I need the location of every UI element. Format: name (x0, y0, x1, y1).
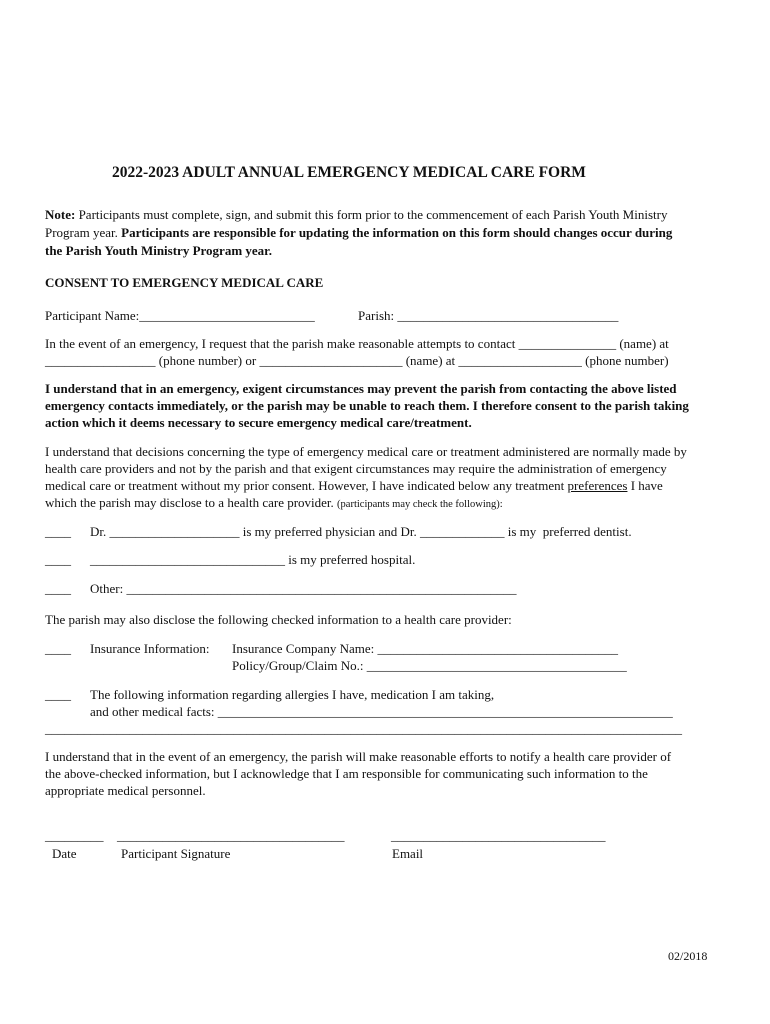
exigent-line-1: I understand that in an emergency, exigent circumstances may prevent the parish from contacting the above listed (45, 381, 677, 396)
participant-name-field[interactable]: Participant Name:___________________________ (45, 308, 315, 323)
preferences-link: preferences (567, 478, 628, 493)
check-allergies[interactable]: ____ (45, 687, 71, 702)
note-bold-3: the Parish Youth Ministry Program year. (45, 243, 272, 258)
note-line-2 (45, 224, 672, 241)
note-text-1: Participants must complete, sign, and submit this form prior to the commencement of each Parish Youth Ministry (75, 207, 668, 222)
decisions-line-1: I understand that decisions concerning the type of emergency medical care or treatment administered are normally made by (45, 444, 687, 459)
emergency-line-1: In the event of an emergency, I request that the parish make reasonable attempts to contact _______________ (name) at (45, 336, 669, 351)
pref-other-field[interactable]: Other: ____________________________________________________________ (90, 581, 517, 596)
check-physician[interactable]: ____ (45, 524, 71, 539)
note-label: Note: (45, 207, 76, 222)
pref-physician-field[interactable]: Dr. ____________________ is my preferred physician and Dr. _____________ is my preferred dentist. (90, 524, 632, 539)
email-label: Email (392, 846, 424, 861)
allergies-field[interactable]: and other medical facts: ______________________________________________________________________ (90, 704, 673, 719)
insurance-company-field[interactable]: Insurance Company Name: _____________________________________ (232, 641, 618, 656)
notify-line-2: the above-checked information, but I acknowledge that I am responsible for communicating such information to the (45, 766, 648, 781)
date-field[interactable]: _________ (45, 828, 104, 843)
check-insurance[interactable]: ____ (45, 641, 71, 656)
decisions-text-3a: medical care or treatment without my prior consent. However, I have indicated below any treatment (45, 478, 568, 493)
note-text-2: Program year. (45, 225, 122, 240)
check-hospital[interactable]: ____ (45, 552, 71, 567)
note-bold-2: Participants are responsible for updating the information on this form should changes occur during (121, 225, 673, 240)
footer-revision-date: 02/2018 (668, 949, 708, 963)
exigent-line-2: emergency contacts immediately, or the parish may be unable to reach them. I therefore consent to the parish taking (45, 398, 689, 413)
insurance-policy-field[interactable]: Policy/Group/Claim No.: ________________________________________ (232, 658, 627, 673)
decisions-text-4: which the parish may disclose to a health care provider. (45, 495, 338, 510)
allergies-field-continued[interactable]: __________________________________________________________________________________________________ (45, 721, 682, 736)
check-other[interactable]: ____ (45, 581, 71, 596)
notify-line-3: appropriate medical personnel. (45, 783, 206, 798)
note-line-1 (45, 206, 667, 223)
form-title: 2022-2023 ADULT ANNUAL EMERGENCY MEDICAL CARE FORM (112, 164, 586, 181)
emergency-line-2[interactable]: _________________ (phone number) or ______________________ (name) at ___________________ (phone number) (45, 353, 669, 368)
signature-label: Participant Signature (121, 846, 231, 861)
email-field[interactable]: _________________________________ (391, 828, 606, 843)
disclose-line: The parish may also disclose the following checked information to a health care provider: (45, 612, 512, 627)
exigent-line-3: action which it deems necessary to secure emergency medical care/treatment. (45, 415, 472, 430)
decisions-small-note: (participants may check the following): (337, 499, 503, 510)
decisions-line-3 (45, 477, 726, 494)
insurance-label: Insurance Information: (90, 641, 210, 656)
decisions-text-3b: I have (627, 478, 663, 493)
decisions-line-4 (45, 494, 726, 513)
parish-field[interactable]: Parish: __________________________________ (358, 308, 619, 323)
notify-line-1: I understand that in the event of an emergency, the parish will make reasonable efforts to notify a health care provider of (45, 749, 672, 764)
signature-field[interactable]: ___________________________________ (117, 828, 345, 843)
consent-heading: CONSENT TO EMERGENCY MEDICAL CARE (45, 275, 324, 290)
pref-hospital-field[interactable]: ______________________________ is my preferred hospital. (90, 552, 416, 567)
date-label: Date (52, 846, 77, 861)
allergies-line-1: The following information regarding allergies I have, medication I am taking, (90, 687, 495, 702)
decisions-line-2: health care providers and not by the parish and that exigent circumstances may require the administration of emergency (45, 461, 667, 476)
